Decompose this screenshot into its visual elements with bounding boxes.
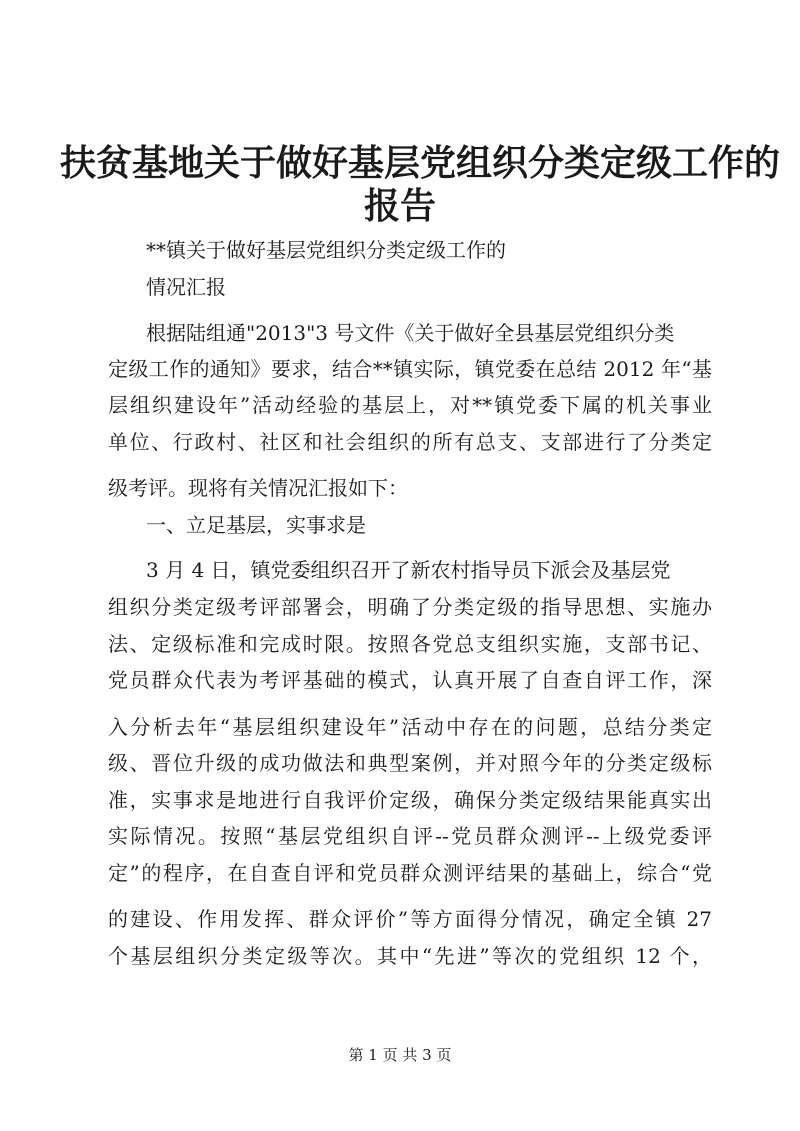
page-number: 第 1 页 共 3 页 bbox=[348, 1046, 452, 1064]
paragraph-line: 定”的程序，在自查自评和党员群众测评结果的基础上，综合“党 bbox=[108, 861, 712, 885]
subtitle-line-1: **镇关于做好基层党组织分类定级工作的 bbox=[146, 238, 506, 262]
paragraph-line: 级考评。现将有关情况汇报如下： bbox=[108, 476, 408, 500]
paragraph-line: 根据陆组通"2013"3 号文件《关于做好全县基层党组织分类 bbox=[146, 321, 675, 345]
document-title-line-2: 报告 bbox=[363, 185, 436, 227]
paragraph-line: 个基层组织分类定级等次。其中“先进”等次的党组织 12 个， bbox=[108, 944, 712, 968]
paragraph-line: 3 月 4 日，镇党委组织召开了新农村指导员下派会及基层党 bbox=[146, 558, 671, 582]
paragraph-line: 法、定级标准和完成时限。按照各党总支组织实施，支部书记、 bbox=[108, 632, 712, 656]
paragraph-line: 入分析去年“基层组织建设年”活动中存在的问题，总结分类定 bbox=[108, 715, 712, 739]
paragraph-line: 党员群众代表为考评基础的模式，认真开展了自查自评工作，深 bbox=[108, 668, 712, 692]
paragraph-line: 定级工作的通知》要求，结合**镇实际，镇党委在总结 2012 年“基 bbox=[108, 357, 712, 381]
paragraph-line: 准，实事求是地进行自我评价定级，确保分类定级结果能真实出 bbox=[108, 788, 712, 812]
subtitle-line-2: 情况汇报 bbox=[146, 275, 226, 299]
paragraph-line: 级、晋位升级的成功做法和典型案例，并对照今年的分类定级标 bbox=[108, 751, 712, 775]
section-heading: 一、立足基层，实事求是 bbox=[146, 513, 366, 537]
paragraph-line: 组织分类定级考评部署会，明确了分类定级的指导思想、实施办 bbox=[108, 595, 712, 619]
paragraph-line: 的建设、作用发挥、群众评价”等方面得分情况，确定全镇 27 bbox=[108, 907, 712, 931]
paragraph-line: 单位、行政村、社区和社会组织的所有总支、支部进行了分类定 bbox=[108, 430, 712, 454]
paragraph-line: 层组织建设年”活动经验的基层上，对**镇党委下属的机关事业 bbox=[108, 393, 712, 417]
paragraph-line: 实际情况。按照“基层党组织自评--党员群众测评--上级党委评 bbox=[108, 824, 712, 848]
document-title-line-1: 扶贫基地关于做好基层党组织分类定级工作的 bbox=[60, 142, 781, 184]
